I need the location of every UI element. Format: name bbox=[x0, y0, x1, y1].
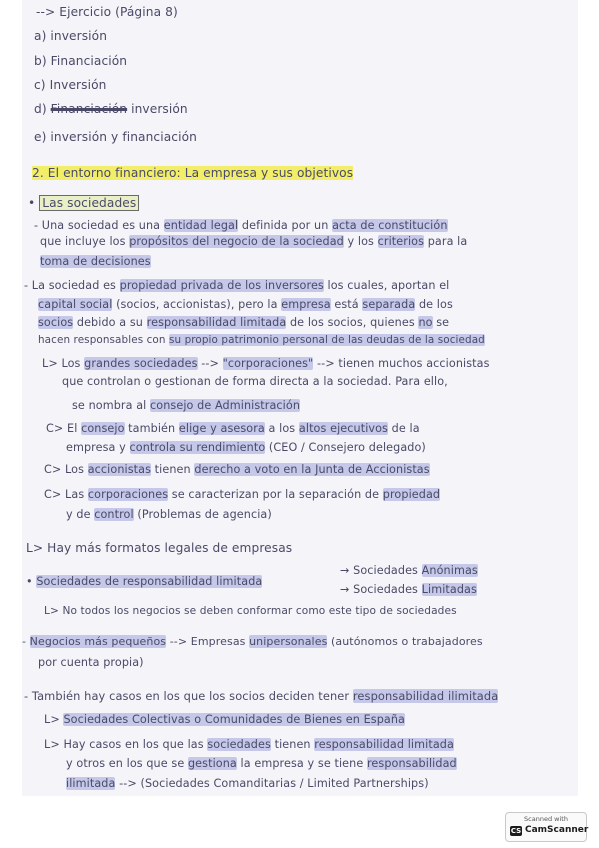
text-segment: los cuales, aportan el bbox=[323, 279, 450, 292]
answer-b: b) Financiación bbox=[34, 54, 128, 68]
highlighted-text: Limitadas bbox=[421, 583, 477, 596]
text-segment: tienen bbox=[270, 738, 315, 751]
text-line bbox=[38, 315, 449, 331]
text-segment: de los bbox=[415, 298, 453, 311]
bullet: • bbox=[28, 196, 40, 210]
camscanner-logo-icon: CS bbox=[510, 827, 522, 835]
text-line bbox=[66, 756, 457, 772]
highlighted-text: unipersonales bbox=[249, 635, 328, 648]
text-line bbox=[40, 254, 151, 270]
text-segment: tienen bbox=[151, 463, 195, 476]
text-segment: --> tienen muchos accionistas bbox=[313, 357, 490, 370]
text-segment: (autónomos o trabajadores bbox=[327, 635, 483, 648]
text-line: por cuenta propia) bbox=[38, 656, 144, 669]
highlighted-text: toma de decisiones bbox=[40, 255, 151, 268]
text-segment: - Una sociedad es una bbox=[34, 219, 164, 232]
text-segment: que incluye los bbox=[40, 235, 130, 248]
text-line bbox=[26, 574, 262, 590]
text-line bbox=[66, 507, 272, 523]
text-segment: de la bbox=[388, 422, 420, 435]
watermark-brand: CamScanner bbox=[525, 825, 589, 835]
text-segment: debido a su bbox=[73, 316, 147, 329]
text-segment: - La sociedad es bbox=[24, 279, 120, 292]
answer-d-strikethrough: Financiación bbox=[50, 102, 128, 116]
text-line bbox=[42, 356, 490, 372]
text-segment: se caracterizan por la separación de bbox=[168, 488, 383, 501]
highlighted-text: no bbox=[418, 316, 433, 329]
highlighted-text: "corporaciones" bbox=[222, 357, 314, 370]
text-segment: --> (Sociedades Comanditarias / Limited Partnerships) bbox=[115, 777, 429, 790]
answer-e: e) inversión y financiación bbox=[34, 130, 197, 144]
highlighted-text: propósitos del negocio de la sociedad bbox=[129, 235, 344, 248]
text-segment: (socios, accionistas), pero la bbox=[112, 298, 282, 311]
text-line: que controlan o gestionan de forma directa a la sociedad. Para ello, bbox=[62, 375, 448, 388]
highlighted-text: socios bbox=[38, 316, 74, 329]
answer-c: c) Inversión bbox=[34, 78, 107, 92]
text-line bbox=[46, 421, 420, 437]
text-line bbox=[22, 634, 483, 650]
notebook-page bbox=[22, 0, 578, 796]
text-segment: C> El bbox=[46, 422, 82, 435]
text-line bbox=[44, 712, 405, 728]
highlighted-text: responsabilidad limitada bbox=[146, 316, 287, 329]
highlighted-text: grandes sociedades bbox=[84, 357, 198, 370]
highlighted-text: criterios bbox=[377, 235, 425, 248]
text-segment: y otros en los que se bbox=[66, 757, 188, 770]
text-line bbox=[72, 398, 300, 414]
highlighted-text: propiedad privada de los inversores bbox=[119, 279, 324, 292]
text-segment: --> bbox=[197, 357, 223, 370]
text-segment: también bbox=[124, 422, 179, 435]
highlighted-text: ilimitada bbox=[66, 777, 116, 790]
text-segment: empresa y bbox=[66, 441, 130, 454]
highlighted-text: propiedad bbox=[382, 488, 441, 501]
highlighted-text: responsabilidad bbox=[366, 757, 457, 770]
text-segment: L> Los bbox=[42, 357, 85, 370]
highlighted-text: responsabilidad ilimitada bbox=[352, 689, 499, 703]
text-segment: - bbox=[22, 635, 30, 648]
text-segment: está bbox=[330, 298, 363, 311]
highlighted-text: accionistas bbox=[87, 463, 152, 476]
text-segment: definida por un bbox=[238, 219, 333, 232]
section-heading-text: 2. El entorno financiero: La empresa y sus objetivos bbox=[32, 166, 354, 180]
answer-d-text: inversión bbox=[127, 102, 188, 116]
text-segment: y de bbox=[66, 508, 95, 521]
text-segment: → Sociedades bbox=[340, 583, 422, 596]
section-heading bbox=[32, 165, 353, 181]
highlighted-text: controla su rendimiento bbox=[129, 441, 266, 454]
answer-d-prefix: d) bbox=[34, 102, 51, 116]
subtitle-line bbox=[28, 195, 139, 211]
text-line bbox=[44, 487, 440, 503]
watermark-caption: Scanned with bbox=[524, 815, 568, 823]
highlighted-text: derecho a voto en la Junta de Accionistas bbox=[194, 463, 430, 476]
text-line bbox=[66, 776, 429, 792]
text-line: L> No todos los negocios se deben conformar como este tipo de sociedades bbox=[44, 605, 457, 617]
text-line bbox=[44, 462, 430, 478]
text-segment: L> bbox=[44, 713, 64, 726]
highlighted-text: elige y asesora bbox=[178, 422, 265, 435]
highlighted-text: acta de constitución bbox=[332, 219, 448, 232]
text-segment: C> Los bbox=[44, 463, 88, 476]
text-line bbox=[40, 234, 467, 250]
highlighted-text: consejo bbox=[81, 422, 125, 435]
text-segment: → Sociedades bbox=[340, 564, 422, 577]
highlighted-text: Sociedades Colectivas o Comunidades de Bienes en España bbox=[63, 713, 406, 726]
text-segment: se bbox=[432, 316, 450, 329]
text-line bbox=[24, 278, 449, 294]
text-line bbox=[66, 440, 426, 456]
text-line: L> Hay más formatos legales de empresas bbox=[26, 541, 293, 555]
subtitle: Las sociedades bbox=[39, 195, 139, 211]
text-segment: C> Las bbox=[44, 488, 88, 501]
highlighted-text: capital social bbox=[38, 298, 113, 311]
highlighted-text: altos ejecutivos bbox=[298, 422, 388, 435]
text-segment: (Problemas de agencia) bbox=[133, 508, 272, 521]
text-segment: para la bbox=[424, 235, 468, 248]
text-line bbox=[340, 582, 477, 598]
text-line bbox=[24, 688, 498, 704]
highlighted-text: consejo de Administración bbox=[150, 399, 301, 412]
text-line bbox=[340, 563, 478, 579]
text-segment: L> Hay casos en los que las bbox=[44, 738, 208, 751]
highlighted-text: entidad legal bbox=[163, 219, 239, 232]
text-segment: se nombra al bbox=[72, 399, 151, 412]
answer-a: a) inversión bbox=[34, 29, 108, 43]
text-segment: (CEO / Consejero delegado) bbox=[265, 441, 426, 454]
text-segment: a los bbox=[264, 422, 299, 435]
text-segment: - También hay casos en los que los socios deciden tener bbox=[24, 689, 353, 703]
highlighted-text: empresa bbox=[281, 298, 331, 311]
highlighted-text: control bbox=[94, 508, 134, 521]
text-segment: la empresa y se tiene bbox=[236, 757, 367, 770]
highlighted-text: su propio patrimonio personal de las deudas de la sociedad bbox=[168, 334, 485, 346]
highlighted-text: sociedades bbox=[207, 738, 271, 751]
highlighted-text: Sociedades de responsabilidad limitada bbox=[36, 575, 263, 588]
camscanner-watermark bbox=[505, 812, 587, 842]
text-line bbox=[38, 332, 485, 348]
exercise-title: --> Ejercicio (Página 8) bbox=[36, 5, 178, 19]
text-line bbox=[44, 737, 454, 753]
highlighted-text: gestiona bbox=[187, 757, 237, 770]
highlighted-text: Anónimas bbox=[421, 564, 478, 577]
highlighted-text: responsabilidad limitada bbox=[314, 738, 454, 751]
text-segment: y los bbox=[343, 235, 378, 248]
text-line bbox=[34, 218, 448, 234]
text-segment: hacen responsables con bbox=[38, 334, 169, 346]
text-segment: --> Empresas bbox=[166, 635, 250, 648]
text-segment: • bbox=[26, 575, 37, 588]
highlighted-text: Negocios más pequeños bbox=[29, 635, 167, 648]
highlighted-text: corporaciones bbox=[87, 488, 169, 501]
text-segment: de los socios, quienes bbox=[286, 316, 419, 329]
text-line bbox=[38, 297, 453, 313]
highlighted-text: separada bbox=[362, 298, 416, 311]
answer-d bbox=[34, 101, 188, 117]
